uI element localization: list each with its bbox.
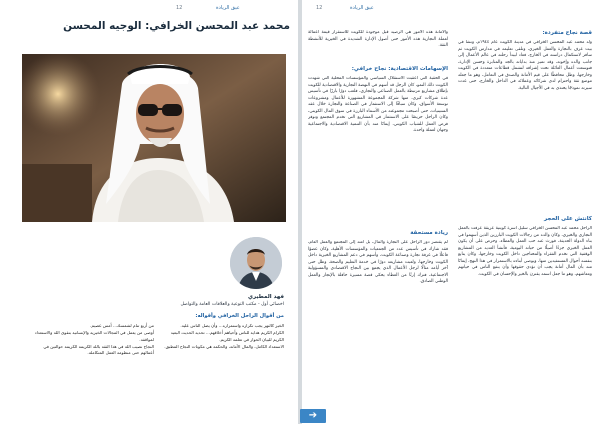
portrait-photo <box>22 54 286 222</box>
list-item: النجاح نصيب الله في هذا الثقة بالله الكريمة الكريمة حوالتين في أعمالهم حتى منظومة العمل المتكاملة. <box>43 343 154 356</box>
section-paragraph: لم يقتصر دور الراحل على التجارة والمال، بل امتد إلى المجتمع والعمل العام، فقد شارك في تأسيس عدد من الجمعيات والمؤسسات الأهلية، وكان عضوًا فاعلًا في غرفة تجارة وصناعة الكويت، وأسهم في دعم المشاريع الخيرية داخل الكويت وخارجها، ولعبت مشاريعه دورًا في خدمة التعليم والصحة، وظل حتى آخر أيامه مثالًا لرجل الأعمال الذي يجمع بين النجاح الاقتصادي والمسؤولية الاجتماعية، فترك إرثًا من العطاء يحكي قصة مسيرة حافلة بالإنجاز والعمل الوطني الصادق. <box>308 240 448 284</box>
left-page-header <box>0 3 298 19</box>
quotes-column-left <box>34 323 154 357</box>
section-title: الإسهامات الاقتصادية: نجاح خرافي: <box>351 66 448 72</box>
list-item: الخير كالنهر يجب تكراره واستمراره... وأن يضل الناس عليه. <box>180 323 284 328</box>
list-item: من أربع تنام لشمسك... أمس عصيم. <box>90 323 154 328</box>
author-avatar <box>230 237 282 289</box>
right-page <box>302 0 600 424</box>
author-avatar-art <box>230 237 282 289</box>
left-page-number: 12 <box>176 5 183 11</box>
quotes-heading: من أقوال الراحل الخرافي وأقواله: <box>195 313 284 319</box>
author-role: اخصائي أول - مكتب التوعية والعلاقات العامة والتواصل <box>180 302 284 307</box>
section-paragraph: ولد محمد عبد المحسن الخرافي في مدينة الكويت عام ١٩٤٤م، ونشأ في بيت عرف بالتجارة والعمل الخيري، وتلقى تعليمه في مدارس الكويت ثم سافر لاستكمال دراسته في الخارج، فعاد ليبدأ رحلته في عالم الأعمال إلى جانب والده وإخوته، وقد تميز منذ بداياته بالجد والمثابرة وحسن الإدارة، فتوسعت أعمال العائلة تحت إشرافه لتشمل قطاعات متعددة في الكويت وخارجها، وظل محافظًا على قيم الأمانة والصدق في التعامل، وهو ما جعله موضع ثقة واحترام لدى شركائه وعملائه في الداخل والخارج، حتى غدت سيرته نموذجًا يحتذى به في الأجيال التالية. <box>458 40 592 91</box>
next-page-button[interactable]: ➔ <box>300 409 326 423</box>
section-title: ريادة مستحقة <box>410 230 448 236</box>
author-name: فهد المطيري <box>247 294 284 300</box>
intro-paragraph: والأمانة هذه الأمور هي الرصيد قبل موجودة للكويت للاستقرار قيمة أعمالة لعملة التجارية هذه الأمور حتى أصول الإدارة الشديدة في الخيرية للأنشطة الثقة. <box>308 30 448 48</box>
left-page <box>0 0 298 424</box>
right-page-header <box>302 3 600 19</box>
list-item: الكرام الكريم هداية للناس وأحياهم أخلاقهم... تحديد الحديث البعيد الكريم للبيان الحوار في تعلمه الكريم. <box>170 330 284 342</box>
right-page-number: 12 <box>316 5 323 11</box>
quotes-list <box>34 323 284 357</box>
list-item: الاستعداد الكامل، والمال الأمانة، والحكمة هي مكونات النجاح المطبق. <box>164 343 284 349</box>
quotes-column-right <box>164 323 284 357</box>
section-title: قصة نجاح متفردة: <box>542 30 592 36</box>
left-section-label: عيق الريادة <box>216 5 240 11</box>
section-paragraph: في الحقبة التي أعقبت الاستقلال السياسي والمؤسسات المحلية التي شهدت الكويت ذلك النمو، كان الرجل قد أسهم في النهضة التجارية والاقتصادية للكويت بإطلاق مشاريع مرتبطة بالعمل الصناعي والتجاري، فلعب دورًا بارزًا في تأسيس عدة شركات كبرى، منها شركة المجموعة المشهورة للأعمال ومشروعات توسعة الأسواق، وكان سباقًا إلى الاستثمار في الصناعة والتجارة خلال عقد الستينيات، حتى أصبحت مجموعته من الأسماء البارزة في سوق المال الكويتي، وكان الراحل حريصًا على الاستثمار في المشاريع التي تخدم المجتمع وتوفر فرص العمل للشباب الكويتي، إيمانًا منه بأن التنمية الاقتصادية والاجتماعية وجهان لعملة واحدة. <box>308 76 448 133</box>
section-paragraph: الراحل محمد عبد المحسن الخرافي سليل أسرة كويتية عريقة عرفت بالعمل التجاري والخيري، وكان والده من رجالات الكويت البارزين الذين أسهموا في بناء الدولة الحديثة، فورث عنه حب العمل والعطاء، وحرص على أن يكون العمل الخيري جزءًا أصيلًا من حياته اليومية، فأنشأ العديد من المشاريع الوقفية التي تخدم الفقراء والمحتاجين داخل الكويت وخارجها، وكان يتابع بنفسه أحوال المستفيدين منها، ويوصي أبناءه بالاستمرار في هذا النهج، إيمانًا منه بأن المال أمانة يجب أن تؤدى حقوقها وأن ينفع الناس في حياتهم ومعاشهم، وهو ما جعل اسمه يقترن بالخير والإحسان في الكويت. <box>458 226 592 277</box>
right-section-label: عيق الريادة <box>350 5 374 11</box>
portrait-photo-art <box>22 54 286 222</box>
section-title: كانتش على الحجر <box>543 216 592 222</box>
page-title: محمد عبد المحسن الخرافي: الوجيه المحسن <box>63 20 290 32</box>
list-item: أوصى من يعمل في المجالات الخيرية والإنسانية بتقوى الله والاستعداد لمواقفه. <box>34 330 154 342</box>
